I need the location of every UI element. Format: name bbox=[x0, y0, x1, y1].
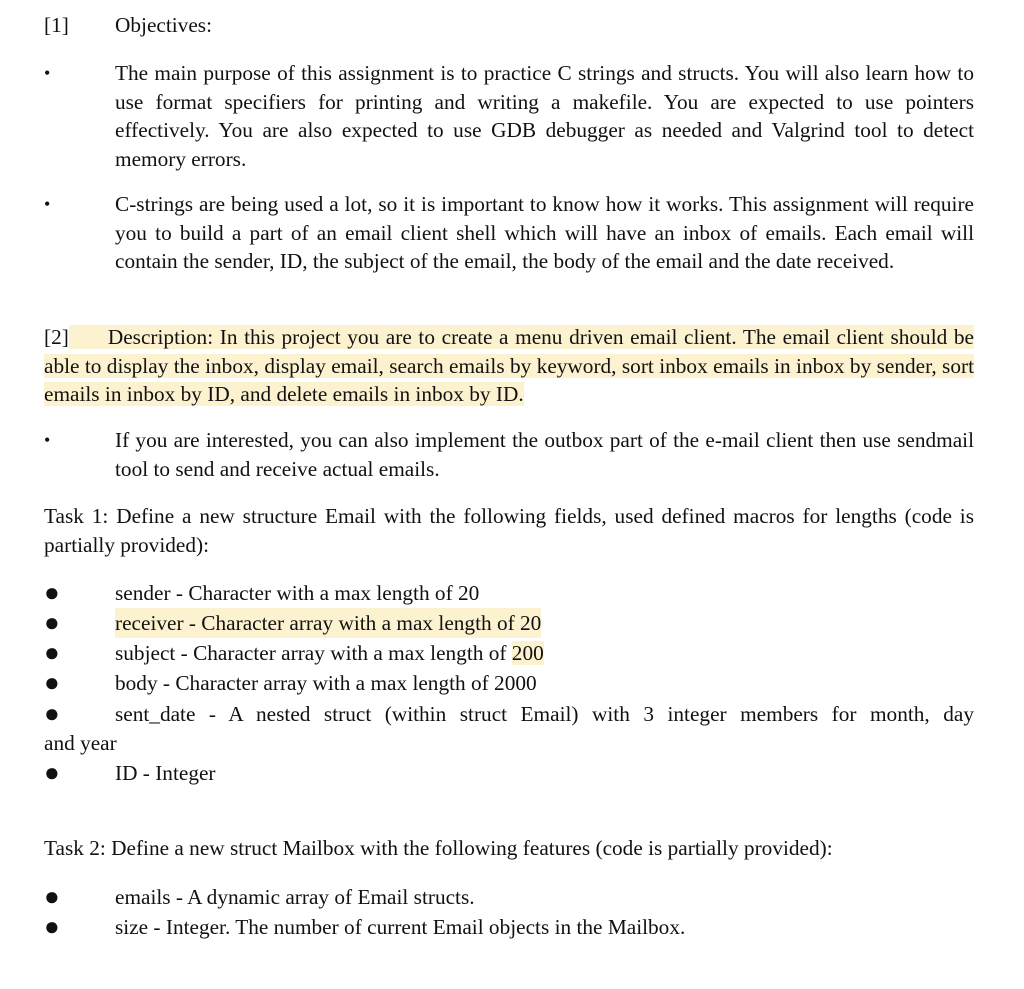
objective-bullet bbox=[44, 59, 974, 173]
bullet-text: The main purpose of this assignment is to practice C strings and structs. You will also learn how to use format specifiers for printing and writing a makefile. You are expected to use pointers effectively. You are also expected to use GDB debugger as needed and Valgrind tool to detect memory errors. bbox=[115, 61, 974, 171]
description-text: Description: In this project you are to create a menu driven email client. The email client should be able to display the inbox, display email, search emails by keyword, sort inbox emails in inbox by sender, sort emails in inbox by ID, and delete emails in inbox by ID. bbox=[44, 325, 974, 406]
field-text-continued: and year bbox=[44, 731, 117, 755]
field-text: emails - A dynamic array of Email structs. bbox=[115, 885, 475, 909]
field-item bbox=[44, 758, 974, 788]
field-text: size - Integer. The number of current Email objects in the Mailbox. bbox=[115, 915, 686, 939]
field-text: sender - Character with a max length of 20 bbox=[115, 581, 480, 605]
section-title: Objectives: bbox=[115, 13, 212, 37]
field-text bbox=[115, 638, 544, 668]
task-2-intro: Task 2: Define a new struct Mailbox with the following features (code is partially provided): bbox=[44, 836, 833, 860]
field-item bbox=[44, 608, 974, 638]
description-paragraph bbox=[44, 323, 974, 409]
bullet-dot: • bbox=[44, 194, 51, 214]
bullet-dot: • bbox=[44, 63, 51, 83]
bullet-dot: • bbox=[44, 430, 51, 450]
field-item bbox=[44, 912, 974, 942]
field-item bbox=[44, 699, 974, 729]
description-highlight bbox=[44, 325, 974, 406]
section-number: [2] bbox=[44, 325, 69, 349]
objective-bullet bbox=[44, 190, 974, 276]
outbox-bullet bbox=[44, 426, 974, 483]
bullet-dot: ● bbox=[44, 758, 60, 787]
field-text-prefix: subject - Character array with a max length of bbox=[115, 641, 512, 665]
field-item bbox=[44, 668, 974, 698]
bullet-dot: ● bbox=[44, 699, 60, 728]
bullet-dot: ● bbox=[44, 578, 60, 607]
bullet-text: If you are interested, you can also implement the outbox part of the e-mail client then use sendmail tool to send and receive actual emails. bbox=[115, 428, 974, 481]
field-item bbox=[44, 882, 974, 912]
section-1-heading bbox=[44, 11, 974, 41]
section-number: [1] bbox=[44, 13, 69, 37]
bullet-text: C-strings are being used a lot, so it is important to know how it works. This assignment will require you to build a part of an email client shell which will have an inbox of emails. Each email will contain the sender, ID, the subject of the email, the body of the email and the date received. bbox=[115, 192, 974, 273]
field-text: receiver - Character array with a max length of 20 bbox=[115, 608, 541, 638]
field-value-highlight: 200 bbox=[511, 641, 544, 665]
bullet-dot: ● bbox=[44, 668, 60, 697]
field-item bbox=[44, 578, 974, 608]
bullet-dot: ● bbox=[44, 912, 60, 941]
field-text: body - Character array with a max length of 2000 bbox=[115, 671, 537, 695]
field-item bbox=[44, 638, 974, 668]
field-text: sent_date - A nested struct (within struct Email) with 3 integer members for month, day bbox=[115, 702, 974, 726]
field-text: ID - Integer bbox=[115, 761, 216, 785]
bullet-dot: ● bbox=[44, 882, 60, 911]
task-1-intro: Task 1: Define a new structure Email with the following fields, used defined macros for lengths (code is partially provided): bbox=[44, 504, 974, 557]
bullet-dot: ● bbox=[44, 608, 60, 637]
bullet-dot: ● bbox=[44, 638, 60, 667]
